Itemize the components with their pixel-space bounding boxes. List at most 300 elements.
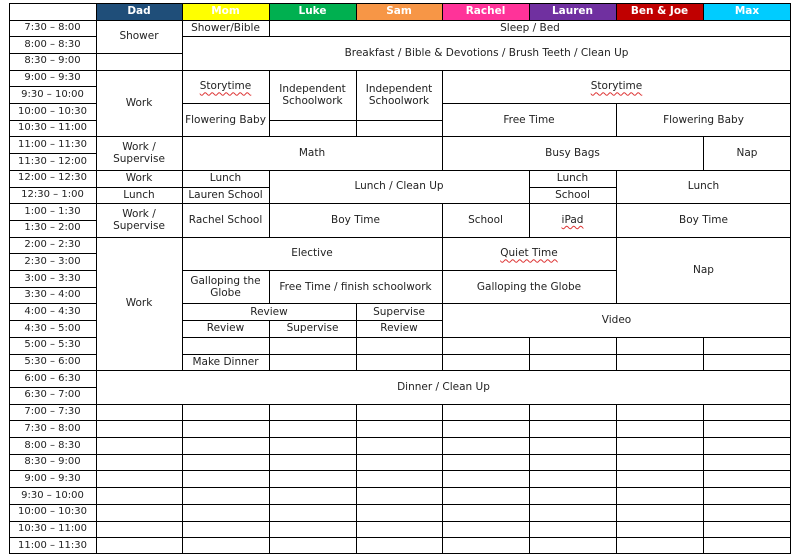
- grid-line: [9, 70, 96, 71]
- grid-line: [182, 487, 269, 488]
- grid-line: [442, 237, 443, 254]
- grid-line: [442, 420, 443, 437]
- grid-line: [442, 86, 443, 103]
- grid-line: [616, 253, 617, 270]
- grid-line: [182, 103, 183, 120]
- grid-line: [9, 203, 96, 204]
- grid-line: [9, 387, 96, 388]
- time-slot: 8:30 – 9:00: [24, 55, 81, 67]
- grid-line: [9, 437, 96, 438]
- grid-line: [182, 487, 183, 504]
- header-lauren: Lauren: [529, 3, 616, 20]
- grid-line: [356, 337, 442, 338]
- grid-line: [356, 504, 442, 505]
- grid-line: [269, 120, 270, 137]
- grid-line: [356, 170, 442, 171]
- grid-line: [529, 487, 530, 504]
- grid-line: [529, 404, 530, 421]
- grid-line: [356, 320, 442, 321]
- grid-line: [9, 270, 96, 271]
- dad-work-afternoon-cell: Work: [125, 297, 153, 310]
- grid-line: [442, 70, 443, 87]
- grid-line: [182, 337, 269, 338]
- grid-line: [9, 53, 96, 54]
- luke-independent-schoolwork-cell: Independent Schoolwork: [279, 82, 346, 107]
- grid-line: [269, 537, 270, 554]
- grid-line: [442, 404, 529, 405]
- grid-line: [356, 120, 442, 121]
- grid-line: [703, 537, 704, 554]
- grid-line: [616, 354, 617, 371]
- grid-line: [182, 270, 269, 271]
- grid-line: [616, 103, 617, 120]
- grid-line: [356, 70, 357, 87]
- grid-line: [96, 237, 182, 238]
- grid-line: [616, 220, 617, 237]
- time-slot: 3:30 – 4:00: [24, 289, 81, 301]
- sam-independent-schoolwork-cell: Independent Schoolwork: [365, 82, 433, 107]
- header-mom: Mom: [182, 3, 269, 20]
- grid-line: [269, 420, 356, 421]
- grid-line: [182, 253, 183, 270]
- grid-line: [703, 437, 704, 454]
- grid-line: [182, 504, 183, 521]
- grid-line: [356, 487, 357, 504]
- max-nap-morning-cell: Nap: [736, 147, 758, 160]
- grid-line: [96, 537, 182, 538]
- grid-line: [356, 454, 442, 455]
- grid-line: [182, 303, 269, 304]
- grid-line: [269, 521, 270, 538]
- grid-line: [9, 170, 96, 171]
- grid-line: [442, 470, 443, 487]
- grid-line: [442, 420, 529, 421]
- grid-line: [529, 170, 530, 187]
- grid-line: [703, 404, 791, 405]
- grid-line: [703, 521, 704, 538]
- grid-line: [703, 203, 791, 204]
- grid-line: [442, 504, 529, 505]
- grid-line: [442, 220, 443, 237]
- grid-line: [182, 203, 269, 204]
- grid-line: [269, 303, 356, 304]
- grid-line: [529, 36, 616, 37]
- grid-line: [356, 420, 442, 421]
- grid-line: [96, 521, 182, 522]
- time-slot: 6:30 – 7:00: [24, 389, 81, 401]
- grid-line: [529, 521, 530, 538]
- grid-line: [703, 420, 791, 421]
- grid-line: [616, 303, 703, 304]
- grid-line: [616, 36, 703, 37]
- grid-line: [703, 153, 704, 170]
- luke-supervise-cell: Supervise: [286, 322, 339, 335]
- grid-line: [182, 70, 269, 71]
- elective-cell: Elective: [291, 247, 333, 260]
- grid-line: [703, 537, 791, 538]
- grid-line: [9, 337, 96, 338]
- grid-line: [9, 354, 96, 355]
- grid-line: [356, 454, 357, 471]
- grid-line: [529, 270, 616, 271]
- grid-line: [529, 303, 616, 304]
- grid-line: [703, 337, 704, 354]
- grid-line: [442, 487, 443, 504]
- grid-line: [182, 470, 183, 487]
- grid-line: [442, 320, 443, 337]
- grid-line: [616, 287, 617, 304]
- time-slot: 7:00 – 7:30: [24, 406, 81, 418]
- grid-line: [9, 404, 96, 405]
- grid-line: [529, 454, 530, 471]
- grid-line: [356, 470, 442, 471]
- grid-line: [96, 3, 97, 20]
- grid-line: [442, 454, 443, 471]
- grid-line: [182, 103, 269, 104]
- quiet-time-cell: Quiet Time: [500, 247, 558, 260]
- grid-line: [616, 337, 703, 338]
- grid-line: [442, 70, 529, 71]
- lunch-cell: Lunch: [687, 180, 720, 193]
- grid-line: [442, 303, 529, 304]
- grid-line: [356, 337, 357, 354]
- grid-line: [529, 203, 530, 220]
- grid-line: [616, 404, 703, 405]
- flowering-baby-cell: Flowering Baby: [663, 113, 744, 126]
- grid-line: [442, 203, 443, 220]
- grid-line: [703, 3, 704, 20]
- galloping-the-globe-cell: Galloping the Globe: [476, 280, 582, 293]
- grid-line: [616, 70, 703, 71]
- dad-lunch-cell: Lunch: [123, 188, 155, 201]
- grid-line: [269, 487, 270, 504]
- grid-line: [442, 337, 443, 354]
- grid-line: [182, 537, 183, 554]
- grid-line: [182, 237, 269, 238]
- grid-line: [269, 237, 356, 238]
- grid-line: [703, 454, 791, 455]
- grid-line: [182, 187, 183, 204]
- time-slot: 8:30 – 9:00: [24, 456, 81, 468]
- time-slot: 1:30 – 2:00: [24, 222, 81, 234]
- grid-line: [616, 203, 703, 204]
- grid-line: [529, 237, 616, 238]
- grid-line: [182, 454, 183, 471]
- grid-line: [616, 354, 703, 355]
- grid-line: [269, 187, 270, 204]
- grid-line: [96, 370, 182, 371]
- grid-line: [703, 303, 791, 304]
- grid-line: [356, 437, 357, 454]
- grid-line: [616, 470, 617, 487]
- grid-line: [442, 521, 529, 522]
- free-time-finish-schoolwork-cell: Free Time / finish schoolwork: [279, 280, 432, 293]
- dad-work-supervise-afternoon-cell: Work / Supervise: [113, 207, 165, 232]
- grid-line: [529, 420, 616, 421]
- grid-line: [269, 36, 356, 37]
- grid-line: [269, 404, 270, 421]
- time-slot: 6:00 – 6:30: [24, 372, 81, 384]
- time-slot: 5:00 – 5:30: [24, 339, 81, 351]
- grid-line: [356, 70, 442, 71]
- grid-line: [269, 337, 270, 354]
- grid-line: [703, 337, 791, 338]
- grid-line: [616, 103, 703, 104]
- grid-line: [182, 470, 269, 471]
- grid-line: [616, 437, 617, 454]
- grid-line: [269, 136, 356, 137]
- grid-line: [269, 270, 270, 287]
- grid-line: [703, 103, 791, 104]
- grid-line: [182, 303, 183, 320]
- grid-line: [9, 103, 96, 104]
- grid-line: [182, 170, 269, 171]
- grid-line: [703, 470, 791, 471]
- grid-line: [703, 487, 704, 504]
- grid-line: [269, 437, 356, 438]
- grid-line: [529, 437, 530, 454]
- grid-line: [703, 370, 791, 371]
- grid-line: [529, 470, 530, 487]
- grid-line: [96, 170, 182, 171]
- grid-line: [182, 354, 183, 371]
- grid-line: [96, 504, 182, 505]
- grid-line: [182, 270, 183, 287]
- grid-line: [9, 3, 791, 4]
- grid-line: [616, 504, 617, 521]
- mom-lunch-cell: Lunch: [209, 172, 242, 185]
- grid-line: [269, 270, 356, 271]
- grid-line: [269, 521, 356, 522]
- grid-line: [529, 203, 616, 204]
- grid-line: [182, 36, 269, 37]
- grid-line: [442, 3, 443, 20]
- grid-line: [269, 103, 270, 120]
- grid-line: [529, 537, 616, 538]
- grid-line: [616, 237, 703, 238]
- grid-line: [442, 103, 529, 104]
- grid-line: [442, 203, 529, 204]
- grid-line: [9, 120, 96, 121]
- time-slot: 4:00 – 4:30: [24, 305, 81, 317]
- grid-line: [703, 354, 791, 355]
- grid-line: [96, 20, 97, 554]
- grid-line: [529, 187, 616, 188]
- dad-work-noon-cell: Work: [125, 172, 153, 185]
- grid-line: [442, 454, 529, 455]
- grid-line: [356, 303, 442, 304]
- mom-rachel-school-cell: Rachel School: [188, 213, 263, 226]
- grid-line: [442, 354, 443, 371]
- grid-line: [529, 537, 530, 554]
- nap-afternoon-cell: Nap: [693, 263, 714, 276]
- grid-line: [356, 437, 442, 438]
- grid-line: [529, 437, 616, 438]
- grid-line: [616, 487, 703, 488]
- mom-shower-bible-cell: Shower/Bible: [191, 21, 260, 34]
- grid-line: [356, 537, 357, 554]
- grid-line: [616, 170, 703, 171]
- time-slot: 12:30 – 1:00: [21, 189, 84, 201]
- grid-line: [96, 70, 182, 71]
- grid-line: [269, 203, 270, 220]
- grid-line: [182, 136, 183, 153]
- grid-line: [269, 504, 356, 505]
- grid-line: [616, 3, 617, 20]
- time-slot: 11:30 – 12:00: [18, 155, 87, 167]
- grid-line: [616, 203, 617, 220]
- grid-line: [9, 237, 96, 238]
- grid-line: [269, 70, 356, 71]
- grid-line: [616, 537, 617, 554]
- header-blank-cell: [9, 3, 96, 20]
- grid-line: [182, 404, 269, 405]
- time-slot: 10:30 – 11:00: [18, 122, 87, 134]
- grid-line: [96, 437, 182, 438]
- grid-line: [269, 70, 270, 87]
- grid-line: [182, 187, 269, 188]
- grid-line: [703, 404, 704, 421]
- grid-line: [442, 136, 443, 153]
- grid-line: [616, 237, 617, 254]
- grid-line: [616, 487, 617, 504]
- grid-line: [356, 521, 357, 538]
- grid-line: [356, 103, 357, 120]
- grid-line: [616, 454, 617, 471]
- header-sam: Sam: [356, 3, 442, 20]
- grid-line: [529, 404, 616, 405]
- video-cell: Video: [601, 314, 632, 327]
- dinner-clean-up-cell: Dinner / Clean Up: [397, 380, 490, 393]
- grid-line: [182, 120, 183, 137]
- grid-line: [182, 203, 183, 220]
- grid-line: [356, 470, 357, 487]
- grid-line: [182, 537, 269, 538]
- header-luke: Luke: [269, 3, 356, 20]
- grid-line: [442, 153, 443, 170]
- dad-work-supervise-cell: Work / Supervise: [113, 141, 165, 166]
- grid-line: [9, 253, 96, 254]
- grid-line: [703, 470, 704, 487]
- grid-line: [356, 120, 357, 137]
- grid-line: [182, 70, 183, 87]
- grid-line: [616, 537, 703, 538]
- grid-line: [442, 253, 443, 270]
- grid-line: [9, 487, 96, 488]
- grid-line: [269, 320, 270, 337]
- grid-line: [703, 420, 704, 437]
- grid-line: [442, 521, 443, 538]
- grid-line: [269, 86, 270, 103]
- grid-line: [442, 103, 443, 120]
- grid-line: [96, 404, 182, 405]
- grid-line: [269, 220, 270, 237]
- grid-line: [182, 354, 269, 355]
- time-slot: 10:30 – 11:00: [18, 523, 87, 535]
- grid-line: [182, 53, 183, 70]
- dad-work-morning-cell: Work: [125, 96, 153, 109]
- grid-line: [356, 320, 357, 337]
- header-ben-joe: Ben & Joe: [616, 3, 703, 20]
- grid-line: [442, 404, 443, 421]
- grid-line: [269, 203, 356, 204]
- sam-supervise-cell: Supervise: [373, 305, 425, 318]
- luke-sam-boy-time-cell: Boy Time: [331, 213, 380, 226]
- grid-line: [269, 3, 270, 20]
- lauren-ipad-cell: iPad: [561, 213, 584, 226]
- grid-line: [182, 521, 269, 522]
- grid-line: [356, 354, 357, 371]
- grid-line: [269, 320, 356, 321]
- grid-line: [356, 136, 442, 137]
- grid-line: [96, 470, 182, 471]
- grid-line: [356, 270, 442, 271]
- time-slot: 4:30 – 5:00: [24, 322, 81, 334]
- grid-line: [703, 521, 791, 522]
- grid-line: [616, 454, 703, 455]
- grid-line: [356, 237, 442, 238]
- grid-line: [269, 420, 270, 437]
- grid-line: [269, 404, 356, 405]
- time-slot: 9:30 – 10:00: [21, 489, 84, 501]
- grid-line: [442, 504, 443, 521]
- grid-line: [9, 187, 96, 188]
- grid-line: [442, 487, 529, 488]
- grid-line: [616, 420, 703, 421]
- grid-line: [442, 303, 443, 320]
- time-slot: 7:30 – 8:00: [24, 422, 81, 434]
- grid-line: [269, 287, 270, 304]
- grid-line: [356, 404, 357, 421]
- grid-line: [182, 237, 183, 254]
- grid-line: [9, 521, 96, 522]
- sam-review-cell: Review: [380, 322, 418, 335]
- grid-line: [96, 53, 182, 54]
- grid-line: [529, 220, 530, 237]
- grid-line: [356, 521, 442, 522]
- grid-line: [529, 103, 616, 104]
- time-slot: 8:00 – 8:30: [24, 439, 81, 451]
- grid-line: [703, 504, 791, 505]
- grid-line: [182, 86, 183, 103]
- mom-storytime-cell: Storytime: [199, 80, 252, 93]
- header-dad: Dad: [96, 3, 182, 20]
- kids-sleep-bed-cell: Sleep / Bed: [500, 21, 560, 34]
- grid-line: [529, 337, 530, 354]
- grid-line: [529, 354, 616, 355]
- math-cell: Math: [298, 147, 326, 160]
- grid-line: [703, 487, 791, 488]
- grid-line: [269, 437, 270, 454]
- grid-line: [269, 470, 356, 471]
- grid-line: [616, 404, 617, 421]
- grid-line: [703, 454, 704, 471]
- grid-line: [356, 354, 442, 355]
- grid-line: [616, 370, 703, 371]
- time-slot: 5:30 – 6:00: [24, 356, 81, 368]
- grid-line: [356, 86, 357, 103]
- mom-flowering-baby-cell: Flowering Baby: [185, 113, 266, 126]
- grid-line: [96, 454, 182, 455]
- grid-line: [529, 354, 530, 371]
- dad-shower-cell: Shower: [119, 30, 159, 43]
- grid-line: [442, 36, 529, 37]
- grid-line: [182, 3, 183, 20]
- grid-line: [182, 504, 269, 505]
- grid-line: [442, 537, 529, 538]
- grid-line: [703, 354, 704, 371]
- busy-bags-cell: Busy Bags: [545, 147, 600, 160]
